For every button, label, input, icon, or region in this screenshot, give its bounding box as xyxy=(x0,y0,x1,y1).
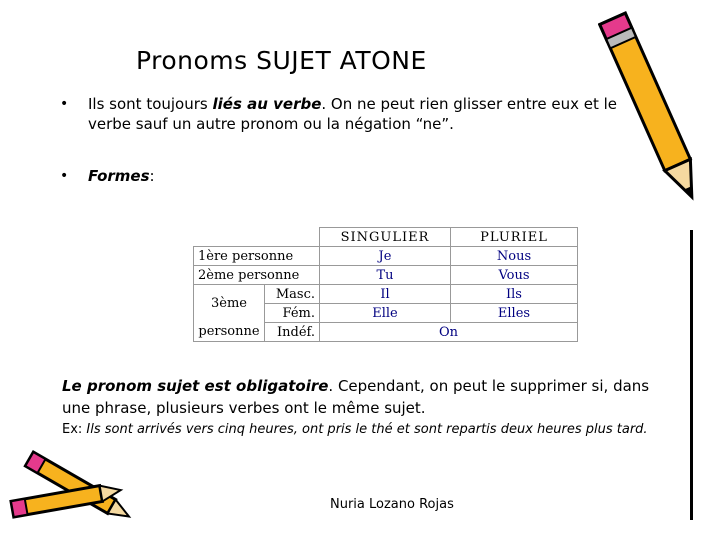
row-4-sub: Fém. xyxy=(265,304,320,323)
row-5-person: personne xyxy=(194,323,265,342)
crayons-icon xyxy=(0,440,150,540)
header-singulier: SINGULIER xyxy=(320,228,451,247)
decorative-line xyxy=(690,230,693,520)
row-5-sub: Indéf. xyxy=(265,323,320,342)
row-2-person: 2ème personne xyxy=(194,266,320,285)
bullet-text-1 xyxy=(88,94,648,134)
bullet-1-before: Ils sont toujours xyxy=(88,95,213,113)
row-2-plur: Vous xyxy=(451,266,578,285)
bullet-marker-2: • xyxy=(60,168,69,184)
row-3-plur: Ils xyxy=(451,285,578,304)
example-prefix: Ex: xyxy=(62,422,87,437)
row-1-sing: Je xyxy=(320,247,451,266)
bullet-1-bold: liés au verbe xyxy=(212,95,322,113)
footer-author: Nuria Lozano Rojas xyxy=(330,497,454,512)
page-title: Pronoms SUJET ATONE xyxy=(136,46,427,75)
example xyxy=(62,422,702,437)
bullet-marker-1: • xyxy=(60,96,69,112)
header-pluriel: PLURIEL xyxy=(451,228,578,247)
row-5-sing: On xyxy=(320,323,578,342)
example-text: Ils sont arrivés vers cinq heures, ont pris le thé et sont repartis deux heures plus tard. xyxy=(86,422,648,437)
bullet-2-bold: Formes xyxy=(88,167,150,185)
bullet-1-after: . On ne peut rien glisser entre eux et le verbe sauf un autre pronom ou la négation “ne”. xyxy=(88,95,618,133)
row-4-sing: Elle xyxy=(320,304,451,323)
bullet-2-after: : xyxy=(149,167,155,185)
row-1-plur: Nous xyxy=(451,247,578,266)
bullet-text-2 xyxy=(88,166,648,186)
row-3-sing: Il xyxy=(320,285,451,304)
paragraph-text: . Cependant, on peut le supprimer si, dans une phrase, plusieurs verbes ont le même sujet. xyxy=(62,377,650,417)
row-2-sing: Tu xyxy=(320,266,451,285)
paragraph-bold: Le pronom sujet est obligatoire xyxy=(62,377,329,395)
row-1-person: 1ère personne xyxy=(194,247,320,266)
paragraph xyxy=(62,375,682,419)
pencil-icon xyxy=(598,0,710,225)
row-3-sub: Masc. xyxy=(265,285,320,304)
pronoun-table xyxy=(193,227,578,342)
row-3-person: 3ème xyxy=(194,285,265,323)
row-4-plur: Elles xyxy=(451,304,578,323)
